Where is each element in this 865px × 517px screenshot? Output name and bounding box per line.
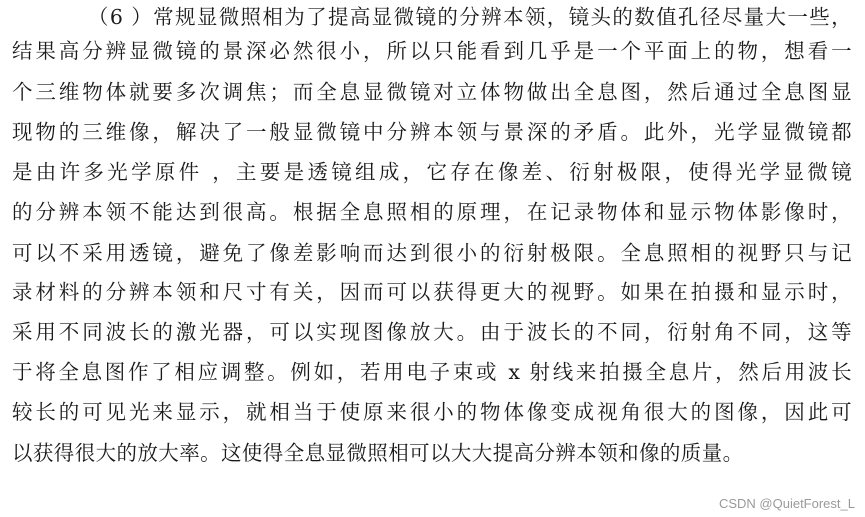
paragraph-line-7: 可以不采用透镜，避免了像差影响而达到很小的衍射极限。全息照相的视野只与记	[12, 241, 852, 265]
paragraph-line-5: 是由许多光学原件 ，主要是透镜组成，它存在像差、衍射极限，使得光学显微镜	[12, 160, 852, 184]
paragraph-line-12: 以获得很大的放大率。这使得全息显微照相可以大大提高分辨本领和像的质量。	[12, 441, 744, 465]
paragraph-line-2: 结果高分辨显微镜的景深必然很小，所以只能看到几乎是一个平面上的物，想看一	[12, 39, 852, 63]
csdn-watermark: CSDN @QuietForest_L	[718, 496, 855, 511]
paragraph-line-8: 录材料的分辨本领和尺寸有关，因而可以获得更大的视野。如果在拍摄和显示时，	[12, 280, 852, 304]
paragraph-line-6: 的分辨本领不能达到很高。根据全息照相的原理，在记录物体和显示物体影像时，	[12, 200, 852, 224]
paragraph-line-11: 较长的可见光来显示，就相当于使原来很小的物体像变成视角很大的图像，因此可	[12, 400, 852, 424]
paragraph-line-10: 于将全息图作了相应调整。例如，若用电子束或 x 射线来拍摄全息片，然后用波长	[12, 360, 852, 384]
paragraph-line-3: 个三维物体就要多次调焦；而全息显微镜对立体物做出全息图，然后通过全息图显	[12, 80, 852, 104]
paragraph-line-9: 采用不同波长的激光器，可以实现图像放大。由于波长的不同，衍射角不同，这等	[12, 320, 852, 344]
paragraph-line-1: （6 ）常规显微照相为了提高显微镜的分辨本领，镜头的数值孔径尽量大一些，	[88, 5, 852, 29]
paragraph-line-4: 现物的三维像，解决了一般显微镜中分辨本领与景深的矛盾。此外，光学显微镜都	[12, 120, 852, 144]
